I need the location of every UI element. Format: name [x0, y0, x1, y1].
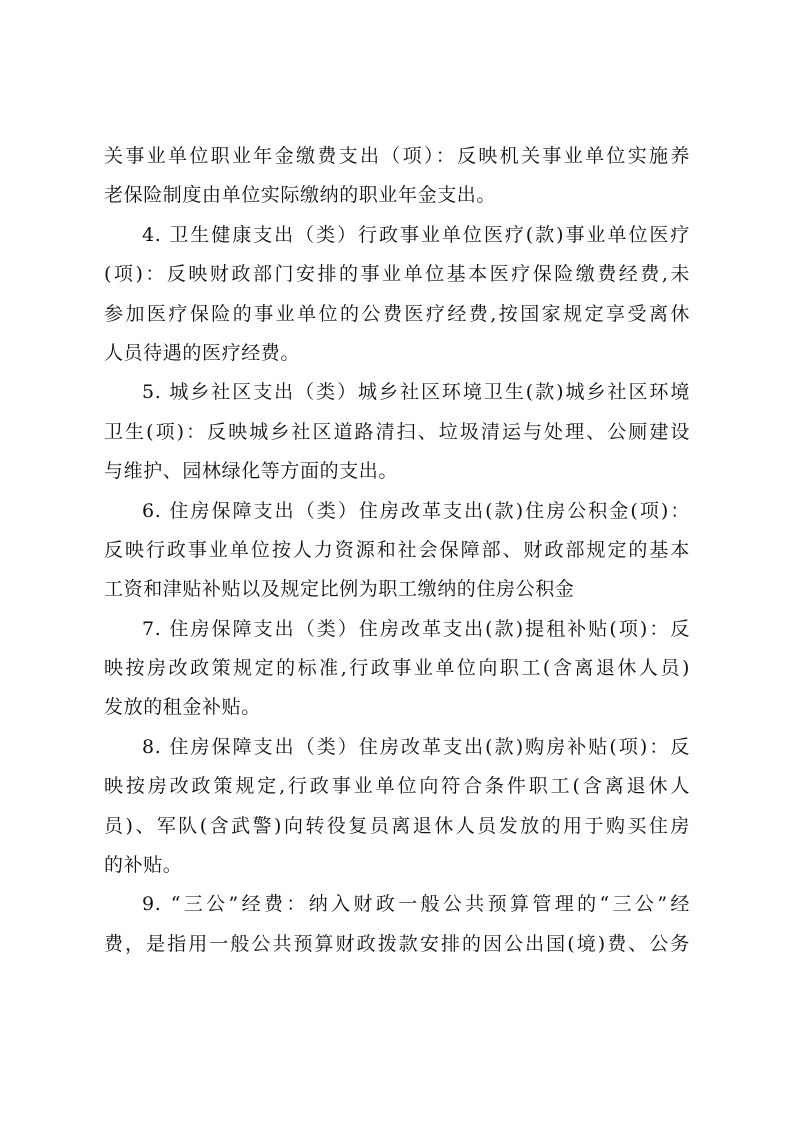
paragraph-item-9-three-public-expenses: [104, 885, 690, 964]
text-line: 关事业单位职业年金缴费支出（项）：反映机关事业单位实施养: [104, 145, 690, 167]
text-line: 映按房改政策规定的标准,行政事业单位向职工(含离退休人员): [104, 657, 690, 680]
text-line: 卫生(项)：反映城乡社区道路清扫、垃圾清运与处理、公厕建设: [104, 420, 690, 443]
paragraph-pension-continuation: [104, 137, 690, 216]
text-line: 映按房改政策规定,行政事业单位向符合条件职工(含离退休人: [104, 775, 690, 798]
text-line: 9. “三公”经费：纳入财政一般公共预算管理的“三公”经: [142, 893, 690, 916]
text-line: 的补贴。: [104, 854, 183, 877]
paragraph-item-5-community: [104, 373, 690, 491]
text-line: 费，是指用一般公共预算财政拨款安排的因公出国(境)费、公务: [104, 932, 690, 955]
text-line: 参加医疗保险的事业单位的公费医疗经费,按国家规定享受离休: [104, 302, 690, 325]
paragraph-item-4-health: [104, 216, 690, 374]
text-line: 老保险制度由单位实际缴纳的职业年金支出。: [104, 184, 497, 207]
text-line: 7. 住房保障支出（类）住房改革支出(款)提租补贴(项)：反: [142, 617, 690, 640]
text-line: 5. 城乡社区支出（类）城乡社区环境卫生(款)城乡社区环境: [142, 381, 690, 404]
text-line: 4. 卫生健康支出（类）行政事业单位医疗(款)事业单位医疗: [142, 223, 690, 246]
text-line: 与维护、园林绿化等方面的支出。: [104, 460, 399, 483]
text-line: 反映行政事业单位按人力资源和社会保障部、财政部规定的基本: [104, 538, 690, 561]
paragraph-item-7-rent-subsidy: [104, 610, 690, 728]
text-line: 8. 住房保障支出（类）住房改革支出(款)购房补贴(项)：反: [142, 735, 690, 758]
text-line: 发放的租金补贴。: [104, 696, 261, 719]
text-line: (项)：反映财政部门安排的事业单位基本医疗保险缴费经费,未: [104, 263, 690, 286]
document-body: [104, 137, 690, 964]
text-line: 人员待遇的医疗经费。: [104, 341, 301, 364]
paragraph-item-6-housing-fund: [104, 492, 690, 610]
text-line: 员)、军队(含武警)向转役复员离退休人员发放的用于购买住房: [104, 814, 690, 837]
text-line: 6. 住房保障支出（类）住房改革支出(款)住房公积金(项)：: [142, 499, 690, 522]
paragraph-item-8-purchase-subsidy: [104, 728, 690, 886]
text-line: 工资和津贴补贴以及规定比例为职工缴纳的住房公积金: [104, 578, 575, 601]
